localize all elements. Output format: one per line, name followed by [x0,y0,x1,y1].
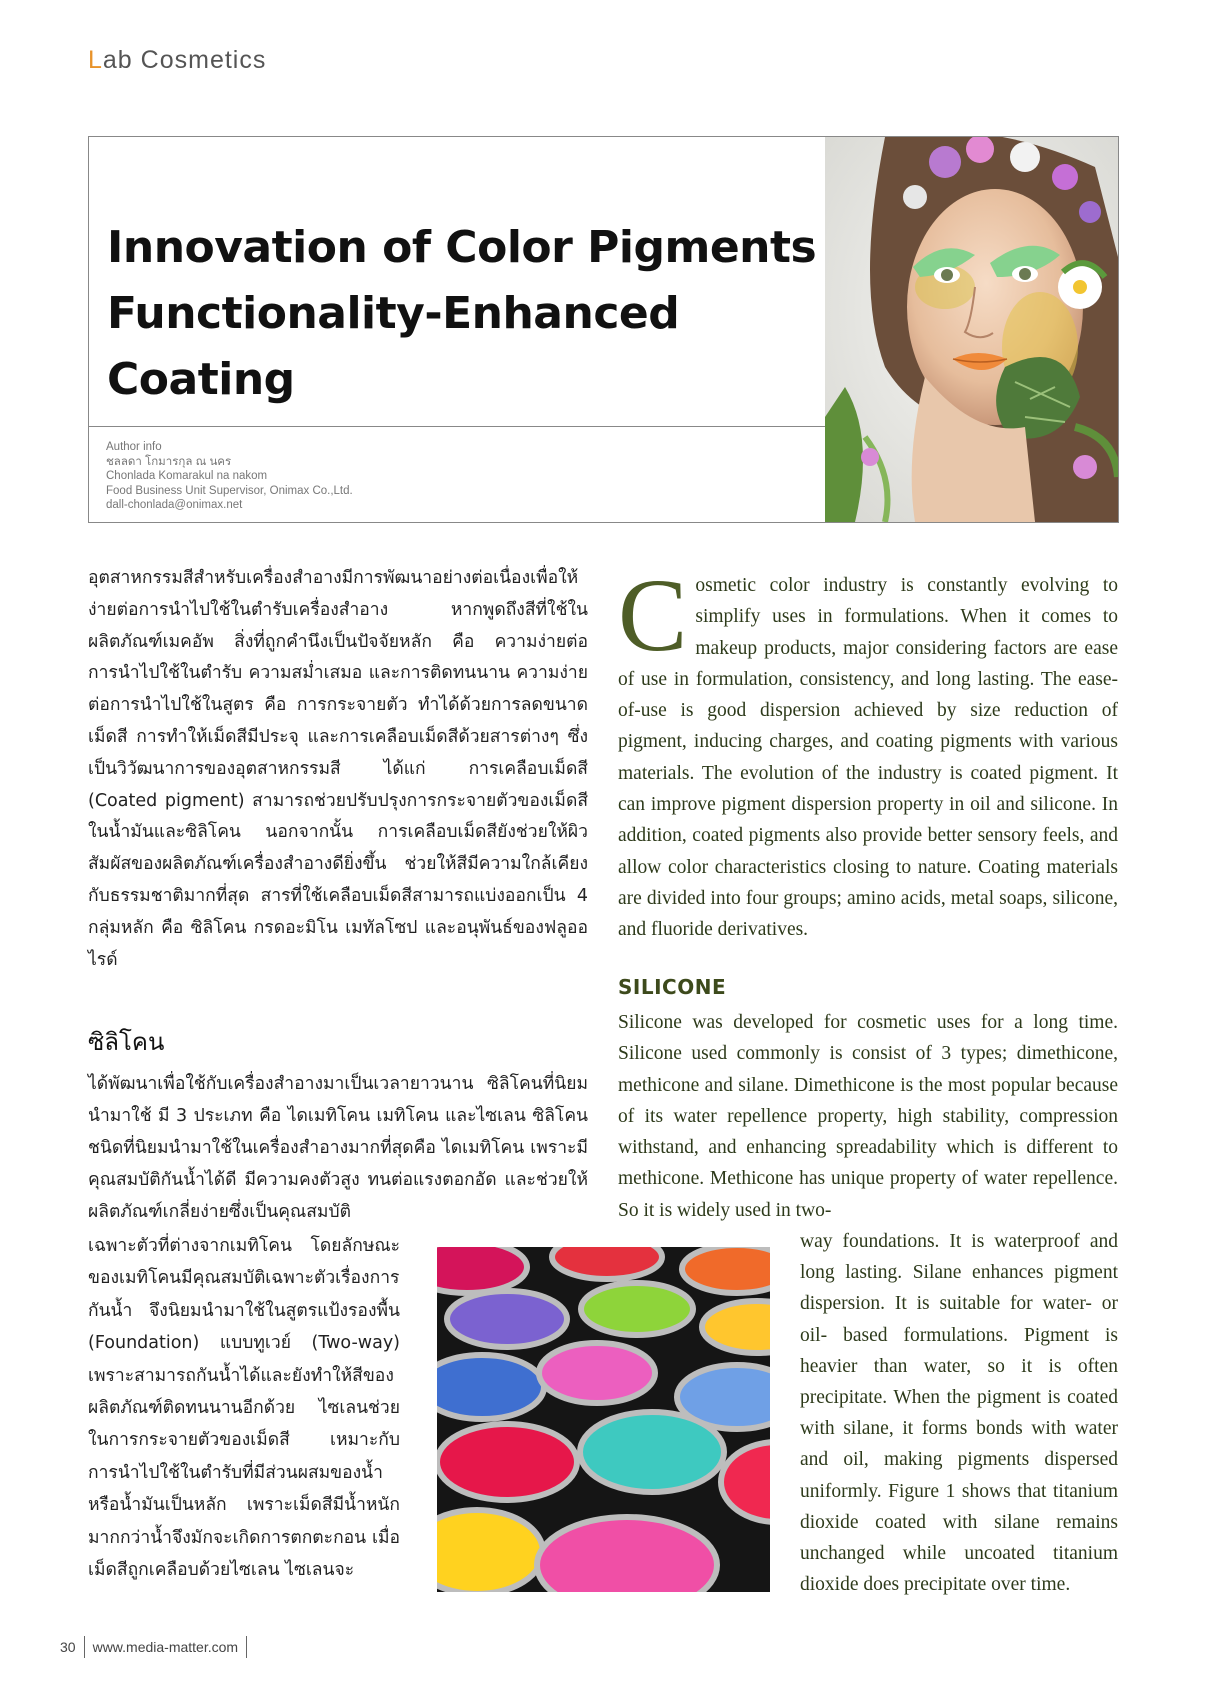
paint-cans-image [437,1247,770,1592]
thai-silicone-continued: เฉพาะตัวที่ต่างจากเมทิโคน โดยลักษณะของเมทิโคนมีคุณสมบัติเฉพาะตัวเรื่องการกันน้ำ จึงนิยมนำมาใช้ในสูตรแป้งรองพื้น (Foundation) แบบทูเวย์ (Two-way) เพราะสามารถกันน้ำได้และยังทำให้สีของผลิตภัณฑ์ติดทนนานอีกด้วย ไซเลนช่วยในการกระจายตัวของเม็ดสี เหมาะกับการนำไปใช้ในตำรับที่มีส่วนผสมของน้ำหรือน้ำมันเป็นหลัก เพราะเม็ดสีมีน้ำหนักมากกว่าน้ำจึงมักจะเกิดการตกตะกอน เมื่อเม็ดสีถูกเคลือบด้วยไซเลน ไซเลนจะ [88,1236,400,1581]
author-label: Author info [106,441,162,453]
thai-silicone-column [88,1068,588,1228]
drop-cap: C [618,558,688,673]
footer-divider [84,1636,85,1658]
english-silicone-paragraph: Silicone was developed for cosmetic uses for a long time. Silicone used commonly is consist of 3 types; dimethicone, methicone and silane. Dimethicone is the most popular because of its water repellence property, high stability, compression withstand, and enhancing spreadability which is different to methicone. Methicone has unique property of water repellence. So it is widely used in two- [618,1012,1118,1221]
article-title [107,215,825,413]
hero-image-model [825,137,1118,522]
thai-intro-paragraph: อุตสาหกรรมสีสำหรับเครื่องสำอางมีการพัฒนาอย่างต่อเนื่องเพื่อให้ง่ายต่อการนำไปใช้ในตำรับเครื่องสำอาง หากพูดถึงสีที่ใช้ในผลิตภัณฑ์เมคอัพ สิ่งที่ถูกคำนึงเป็นปัจจัยหลัก คือ ความง่ายต่อการนำไปใช้ในตำรับ ความสม่ำเสมอ และการติดทนนาน ความง่ายต่อการนำไปใช้ในสูตร คือ การกระจายตัว ทำได้ด้วยการลดขนาดเม็ดสี การทำให้เม็ดสีมีประจุ และการเคลือบเม็ดสีด้วยสารต่างๆ ซึ่งเป็นวิวัฒนาการของอุตสาหกรรมสี ได้แก่ การเคลือบเม็ดสี (Coated pigment) สามารถช่วยปรับปรุงการกระจายตัวของเม็ดสีในน้ำมันและซิลิโคน นอกจากนั้น การเคลือบเม็ดสียังช่วยให้ผิวสัมผัสของผลิตภัณฑ์เครื่องสำอางดียิ่งขึ้น ช่วยให้สีมีความใกล้เคียงกับธรรมชาติมากที่สุด สารที่ใช้เคลือบเม็ดสีสามารถแบ่งออกเป็น 4 กลุ่มหลัก คือ ซิลิโคน กรดอะมิโน เมทัลโซป และอนุพันธ์ของฟลูออไรด์ [88,568,588,970]
thai-silicone-paragraph: ได้พัฒนาเพื่อใช้กับเครื่องสำอางมาเป็นเวลายาวนาน ซิลิโคนที่นิยมนำมาใช้ มี 3 ประเภท คือ ไดเมทิโคน เมทิโคน และไซเลน ซิลิโคนชนิดที่นิยมนำมาใช้ในเครื่องสำอางมากที่สุดคือ ไดเมทิโคน เพราะมีคุณสมบัติกันน้ำได้ดี มีความคงตัวสูง ทนต่อแรงตอกอัด และช่วยให้ผลิตภัณฑ์เกลี่ยง่ายซึ่งเป็นคุณสมบัติ [88,1074,588,1222]
footer-website[interactable]: www.media-matter.com [92,1639,239,1655]
english-intro-paragraph [618,558,1118,946]
article-title-line2: Functionality-Enhanced Coating [107,288,680,405]
section-tag-rest: ab Cosmetics [102,46,267,74]
thai-silicone-heading: ซิลิโคน [88,1028,165,1056]
section-tag-initial: L [88,46,103,74]
author-name-en: Chonlada Komarakul na nakom [106,470,268,482]
author-position: Food Business Unit Supervisor, Onimax Co.,Ltd. [106,484,353,497]
footer-divider-end [246,1636,247,1658]
english-intro-text: osmetic color industry is constantly evolving to simplify uses in formulations. When it comes to makeup products, major considering factors are ease of use in formulation, consistency, and long lasting. The ease-of-use is good dispersion achieved by size reduction of pigment, inducing charges, and coating pigments with various materials. The evolution of the industry is coated pigment. It can improve pigment dispersion property in oil and silicone. In addition, coated pigments also provide better sensory feels, and allow color characteristics closing to nature. Coating materials are divided into four groups; amino acids, metal soaps, silicone, and fluoride derivatives. [618,575,1118,941]
english-silicone-heading: SILICONE [618,975,727,999]
english-silicone-column [618,1007,1118,1226]
section-tag [88,46,266,75]
thai-intro-column [88,563,588,976]
english-intro-column [618,558,1118,946]
page-footer [60,1636,255,1658]
english-silicone-continued: way foundations. It is waterproof and long lasting. Silane enhances pigment dispersion. It is suitable for water- or oil- based formulations. Pigment is heavier than water, so it is often precipitate. When the pigment is coated with silane, it forms bonds with water and oil, making pigments dispersed uniformly. Figure 1 shows that titanium dioxide coated with silane remains unchanged while uncoated titanium dioxide does precipitate over time. [800,1231,1118,1596]
page-number: 30 [60,1639,76,1655]
paint-cans-illustration [437,1247,770,1592]
article-title-line1: Innovation of Color Pigments [107,222,817,273]
thai-silicone-narrow-column [88,1230,400,1586]
author-name-thai: ชลลดา โกมารกุล ณ นคร [106,455,232,468]
hero-illustration [825,137,1118,522]
english-silicone-narrow-column [800,1226,1118,1600]
author-email: dall-chonlada@onimax.net [106,499,243,511]
title-box [88,136,1119,523]
author-info [106,440,353,513]
title-area [89,137,825,427]
